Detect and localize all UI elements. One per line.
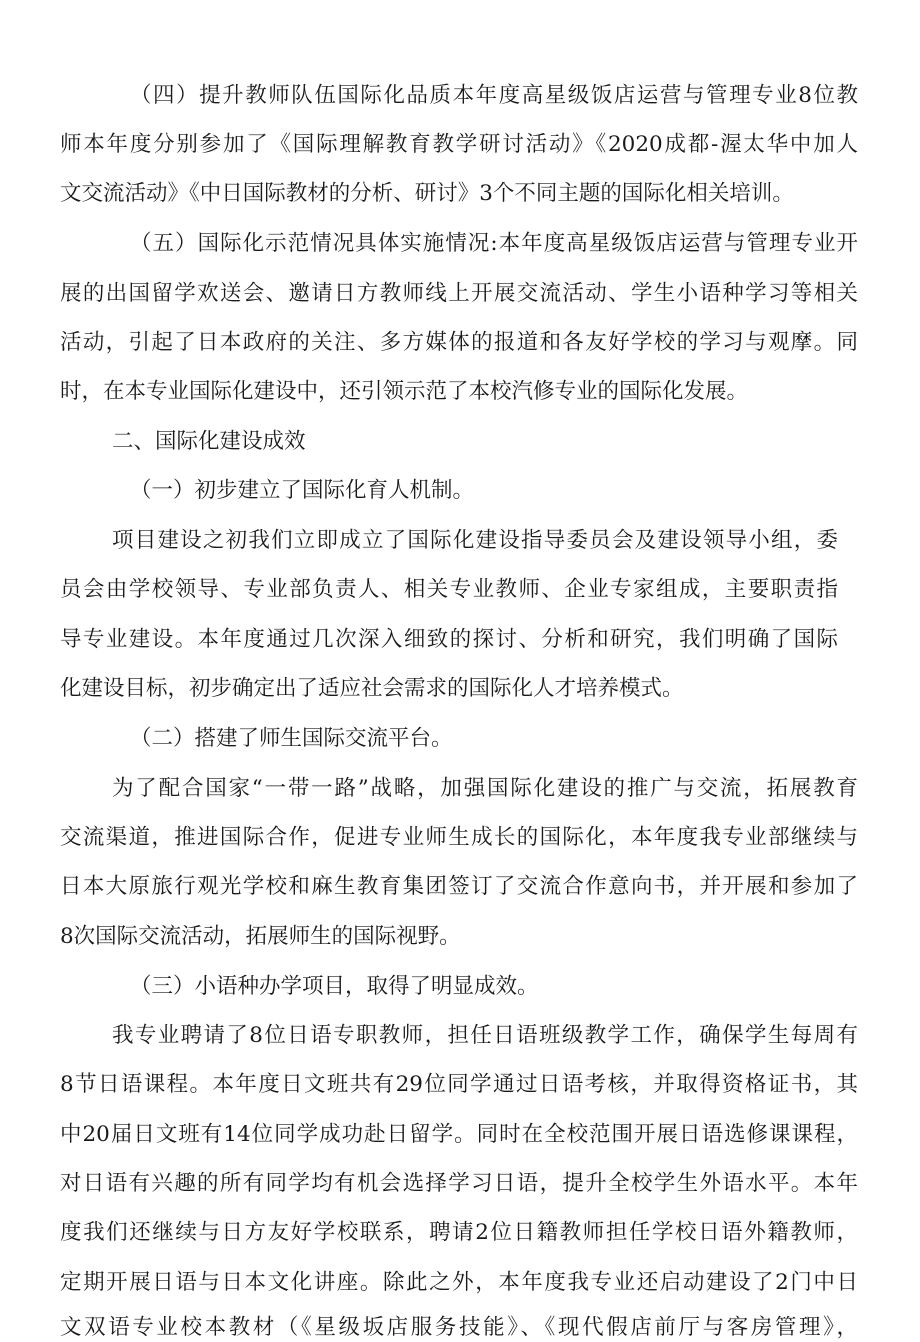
paragraph-c-line-6: 定期开展日语与日本文化讲座。除此之外，本年度我专业还启动建设了2门中日 [60,1270,858,1295]
paragraph-a-line-3: 导专业建设。本年度通过几次深入细致的探讨、分析和研究，我们明确了国际 [60,627,838,652]
paragraph-c-line-5: 度我们还继续与日方友好学校联系，聘请2位日籍教师担任学校日语外籍教师， [60,1220,858,1245]
paragraph-c-line-3: 中20届日文班有14位同学成功赴日留学。同时在全校范围开展日语选修课课程， [60,1122,858,1147]
paragraph-5-line-4: 时，在本专业国际化建设中，还引领示范了本校汽修专业的国际化发展。 [60,379,749,404]
paragraph-c-line-7: 文双语专业校本教材（《星级坂店服务技能》、《现代假店前厅与客房管理》， [60,1315,858,1340]
paragraph-5-line-3: 活动，引起了日本政府的关注、多方媒体的报道和各友好学校的学习与观摩。同 [60,330,858,355]
paragraph-4-line-2: 师本年度分别参加了《国际理解教育教学研讨活动》《2020成都-渥太华中加人 [60,132,858,157]
paragraph-c-line-2: 8节日语课程。本年度日文班共有29位同学通过日语考核，并取得资格证书，其 [60,1072,858,1097]
paragraph-a-line-2: 员会由学校领导、专业部负责人、相关专业教师、企业专家组成，主要职责指 [60,577,838,602]
subheading-2: （二）搭建了师生国际交流平台。 [130,726,453,751]
paragraph-a-line-4: 化建设目标，初步确定出了适应社会需求的国际化人才培养模式。 [60,676,684,701]
paragraph-b-line-2: 交流渠道，推进国际合作，促进专业师生成长的国际化，本年度我专业部继续与 [60,825,858,850]
paragraph-b-line-3: 日本大原旅行观光学校和麻生教育集团签订了交流合作意向书，并开展和参加了 [60,874,858,899]
paragraph-c-line-1: 我专业聘请了8位日语专职教师，担任日语班级教学工作，确保学生每周有 [112,1023,858,1048]
paragraph-a-line-1: 项目建设之初我们立即成立了国际化建设指导委员会及建设领导小组，委 [112,528,838,553]
paragraph-b-line-1: 为了配合国家“一带一路”战略，加强国际化建设的推广与交流，拓展教育 [112,776,858,801]
subheading-3: （三）小语种办学项目，取得了明显成效。 [130,974,539,999]
section-heading-2: 二、国际化建设成效 [112,429,306,454]
paragraph-5-line-1: （五）国际化示范情况具体实施情况:本年度高星级饭店运营与管理专业开 [130,231,858,256]
paragraph-5-line-2: 展的出国留学欢送会、邀请日方教师线上开展交流活动、学生小语种学习等相关 [60,281,858,306]
paragraph-4-line-1: （四）提升教师队伍国际化品质本年度高星级饭店运营与管理专业8位教 [130,83,858,108]
paragraph-4-line-3: 文交流活动》《中日国际教材的分析、研讨》3个不同主题的国际化相关培训。 [60,181,794,206]
subheading-1: （一）初步建立了国际化育人机制。 [130,478,475,503]
paragraph-b-line-4: 8次国际交流活动，拓展师生的国际视野。 [60,924,461,949]
paragraph-c-line-4: 对日语有兴趣的所有同学均有机会选择学习日语，提升全校学生外语水平。本年 [60,1171,858,1196]
